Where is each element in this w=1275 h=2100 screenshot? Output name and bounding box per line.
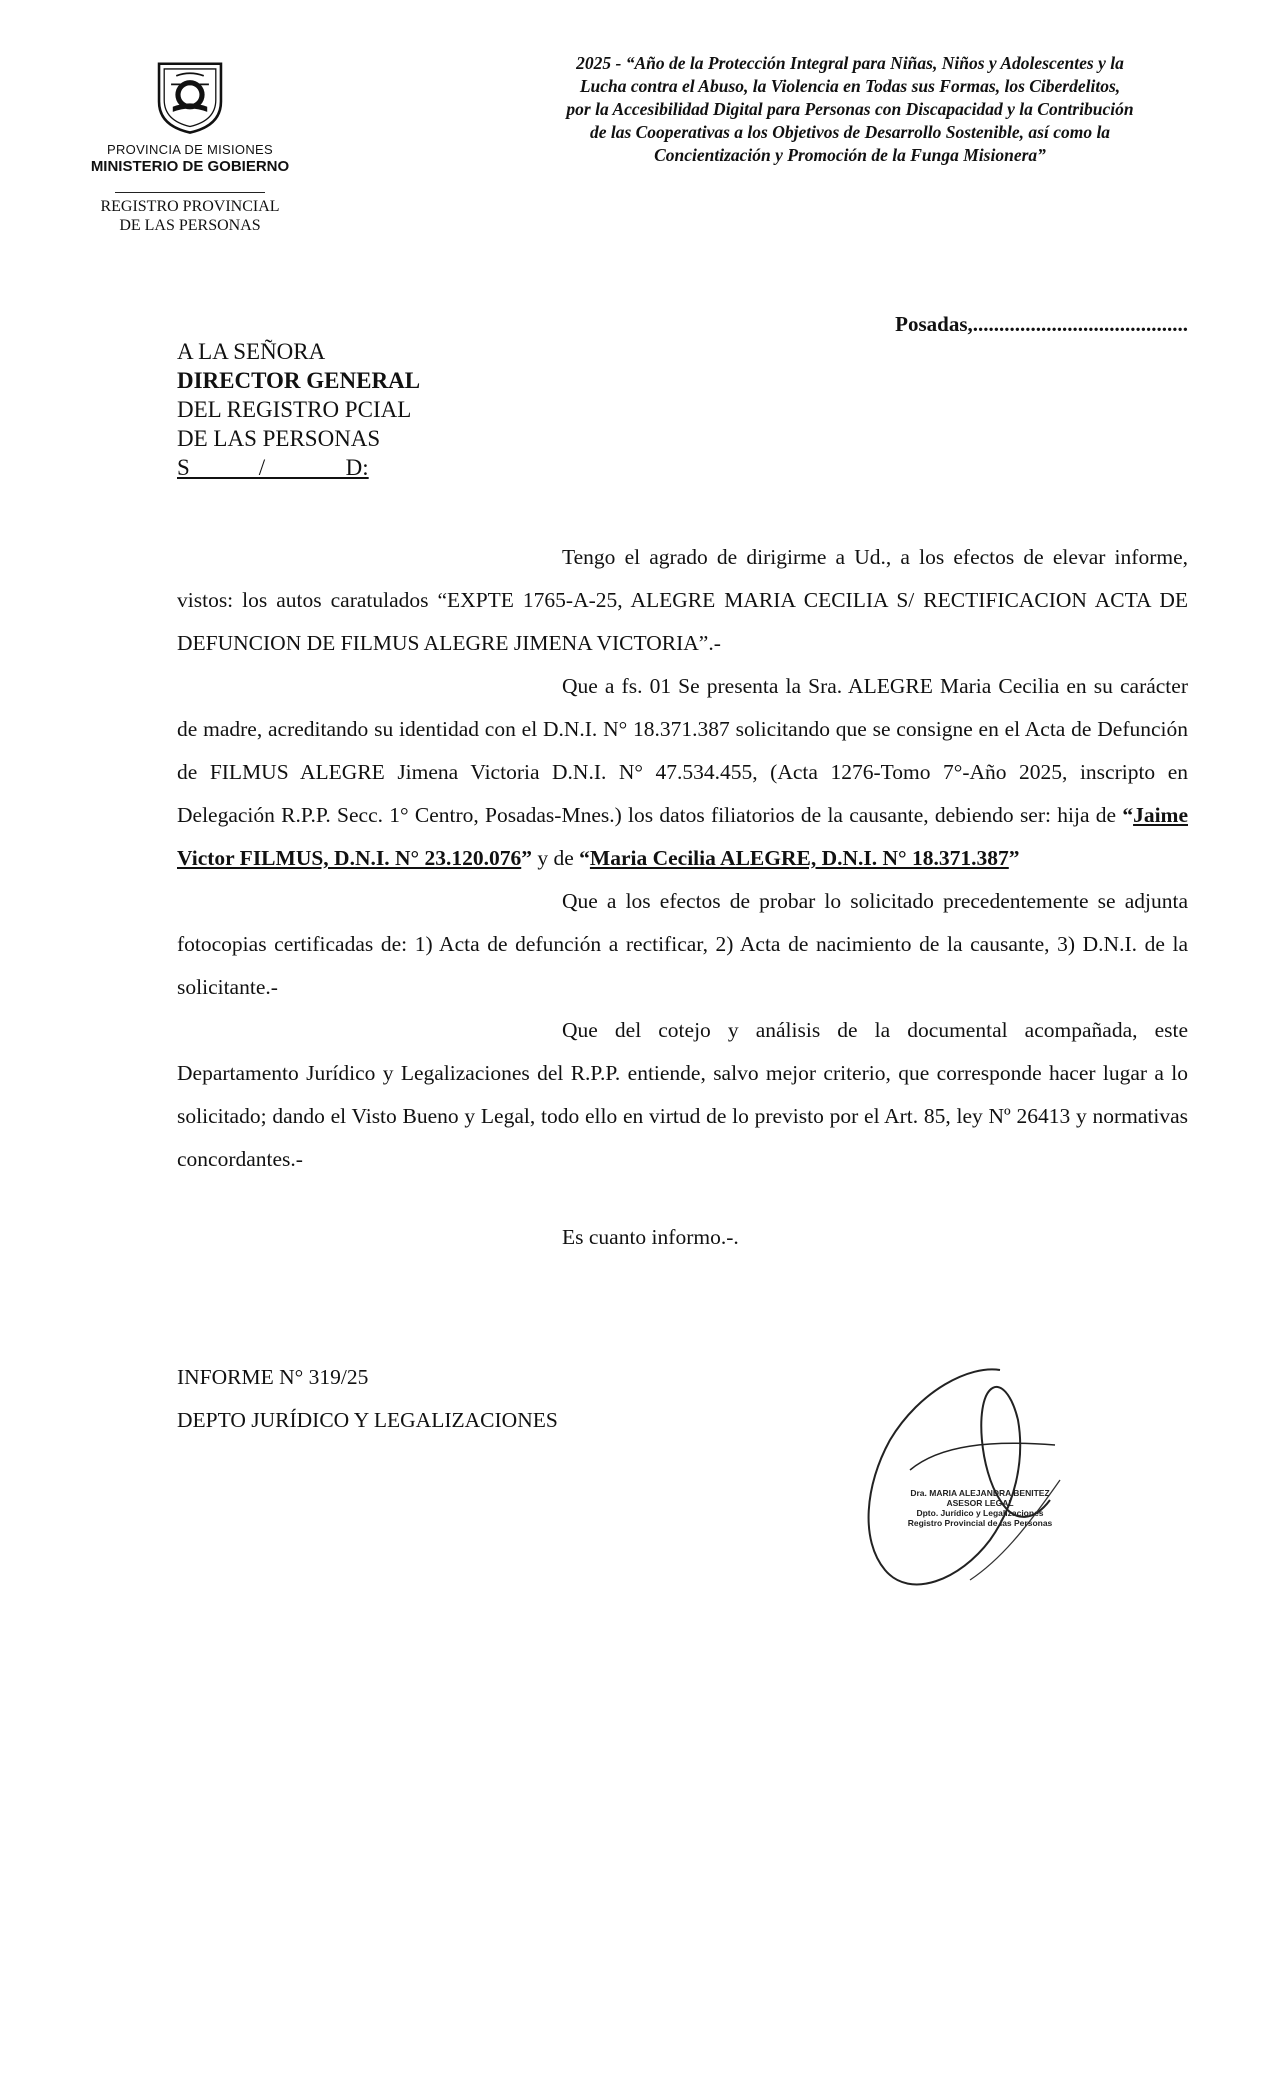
- addressee-line-4: DE LAS PERSONAS: [177, 426, 381, 451]
- paragraph-3: Que a los efectos de probar lo solicitado precedentemente se adjunta fotocopias certificadas de: 1) Acta de defunción a rectificar, 2) Acta de nacimiento de la causante, 3) D.N.I. de la solicitante.-: [177, 889, 1188, 999]
- registry-line-2: DE LAS PERSONAS: [119, 217, 261, 234]
- addressee-block: [177, 337, 420, 482]
- motto-line: Lucha contra el Abuso, la Violencia en Todas sus Formas, los Ciberdelitos,: [579, 76, 1121, 96]
- ministry-name: MINISTERIO DE GOBIERNO: [90, 158, 290, 175]
- registry-divider: [115, 192, 265, 193]
- year-motto: [490, 52, 1210, 167]
- quote-close: ”: [521, 846, 532, 870]
- mother-data: Maria Cecilia ALEGRE, D.N.I. N° 18.371.387: [589, 846, 1009, 870]
- motto-line: por la Accesibilidad Digital para Personas con Discapacidad y la Contribución: [566, 99, 1134, 119]
- motto-line: de las Cooperativas a los Objetivos de Desarrollo Sostenible, así como la: [589, 122, 1111, 142]
- quote-close-2: ”: [1008, 846, 1020, 870]
- addressee-line-3: DEL REGISTRO PCIAL: [177, 397, 412, 422]
- legal-advisor-stamp: [900, 1488, 1060, 1528]
- addressee-line-2: DIRECTOR GENERAL: [177, 368, 421, 393]
- letterhead-logo-block: [70, 50, 310, 235]
- place-date: Posadas,.........................................: [895, 312, 1188, 336]
- report-number: INFORME N° 319/25: [177, 1365, 369, 1389]
- stamp-line-3: Dpto. Jurídico y Legalizaciones: [916, 1508, 1044, 1518]
- paragraph-1: Tengo el agrado de dirigirme a Ud., a los efectos de elevar informe, vistos: los autos caratulados “EXPTE 1765-A-25, ALEGRE MARIA CECILIA S/ RECTIFICACION ACTA DE DEFUNCION DE FILMUS ALEGRE JIMENA VICTORIA”.-: [177, 545, 1188, 655]
- closing-line: Es cuanto informo.-.: [562, 1225, 739, 1249]
- motto-line: Concientización y Promoción de la Funga Misionera”: [654, 145, 1046, 165]
- paragraph-2-text: Que a fs. 01 Se presenta la Sra. ALEGRE Maria Cecilia en su carácter de madre, acreditando su identidad con el D.N.I. N° 18.371.387 solicitando que se consigne en el Acta de Defunción de FILMUS ALEGRE Jimena Victoria D.N.I. N° 47.534.455, (Acta 1276-Tomo 7°-Año 2025, inscripto en Delegación R.P.P. Secc. 1° Centro, Posadas-Mnes.) los datos filiatorios de la causante, debiendo ser: hija de: [177, 674, 1188, 827]
- stamp-line-1: Dra. MARIA ALEJANDRA BENITEZ: [910, 1488, 1050, 1498]
- addressee-line-1: A LA SEÑORA: [177, 339, 326, 364]
- registry-line-1: REGISTRO PROVINCIAL: [100, 198, 280, 215]
- province-crest-icon: [147, 50, 233, 136]
- stamp-line-4: Registro Provincial de las Personas: [907, 1518, 1053, 1528]
- province-name: PROVINCIA DE MISIONES: [107, 142, 273, 157]
- stamp-line-2: ASESOR LEGAL: [946, 1498, 1014, 1508]
- department-name: DEPTO JURÍDICO Y LEGALIZACIONES: [177, 1408, 558, 1432]
- addressee-line-5: S / D:: [177, 455, 369, 480]
- motto-line: 2025 - “Año de la Protección Integral para Niñas, Niños y Adolescentes y la: [576, 53, 1124, 73]
- paragraph-2-mid: y de: [531, 846, 580, 870]
- report-footer: [177, 1356, 558, 1442]
- quote-open-2: “: [579, 846, 590, 870]
- quote-open: “: [1122, 803, 1134, 827]
- paragraph-4: Que del cotejo y análisis de la documental acompañada, este Departamento Jurídico y Legalizaciones del R.P.P. entiende, salvo mejor criterio, que corresponde hacer lugar a lo solicitado; dando el Visto Bueno y Legal, todo ello en virtud de lo previsto por el Art. 85, ley Nº 26413 y normativas concordantes.-: [177, 1018, 1188, 1171]
- paragraph-2: [177, 665, 1188, 880]
- report-body: [177, 536, 1188, 1181]
- father-data: Jaime Victor FILMUS, D.N.I. N° 23.120.076: [177, 803, 1188, 870]
